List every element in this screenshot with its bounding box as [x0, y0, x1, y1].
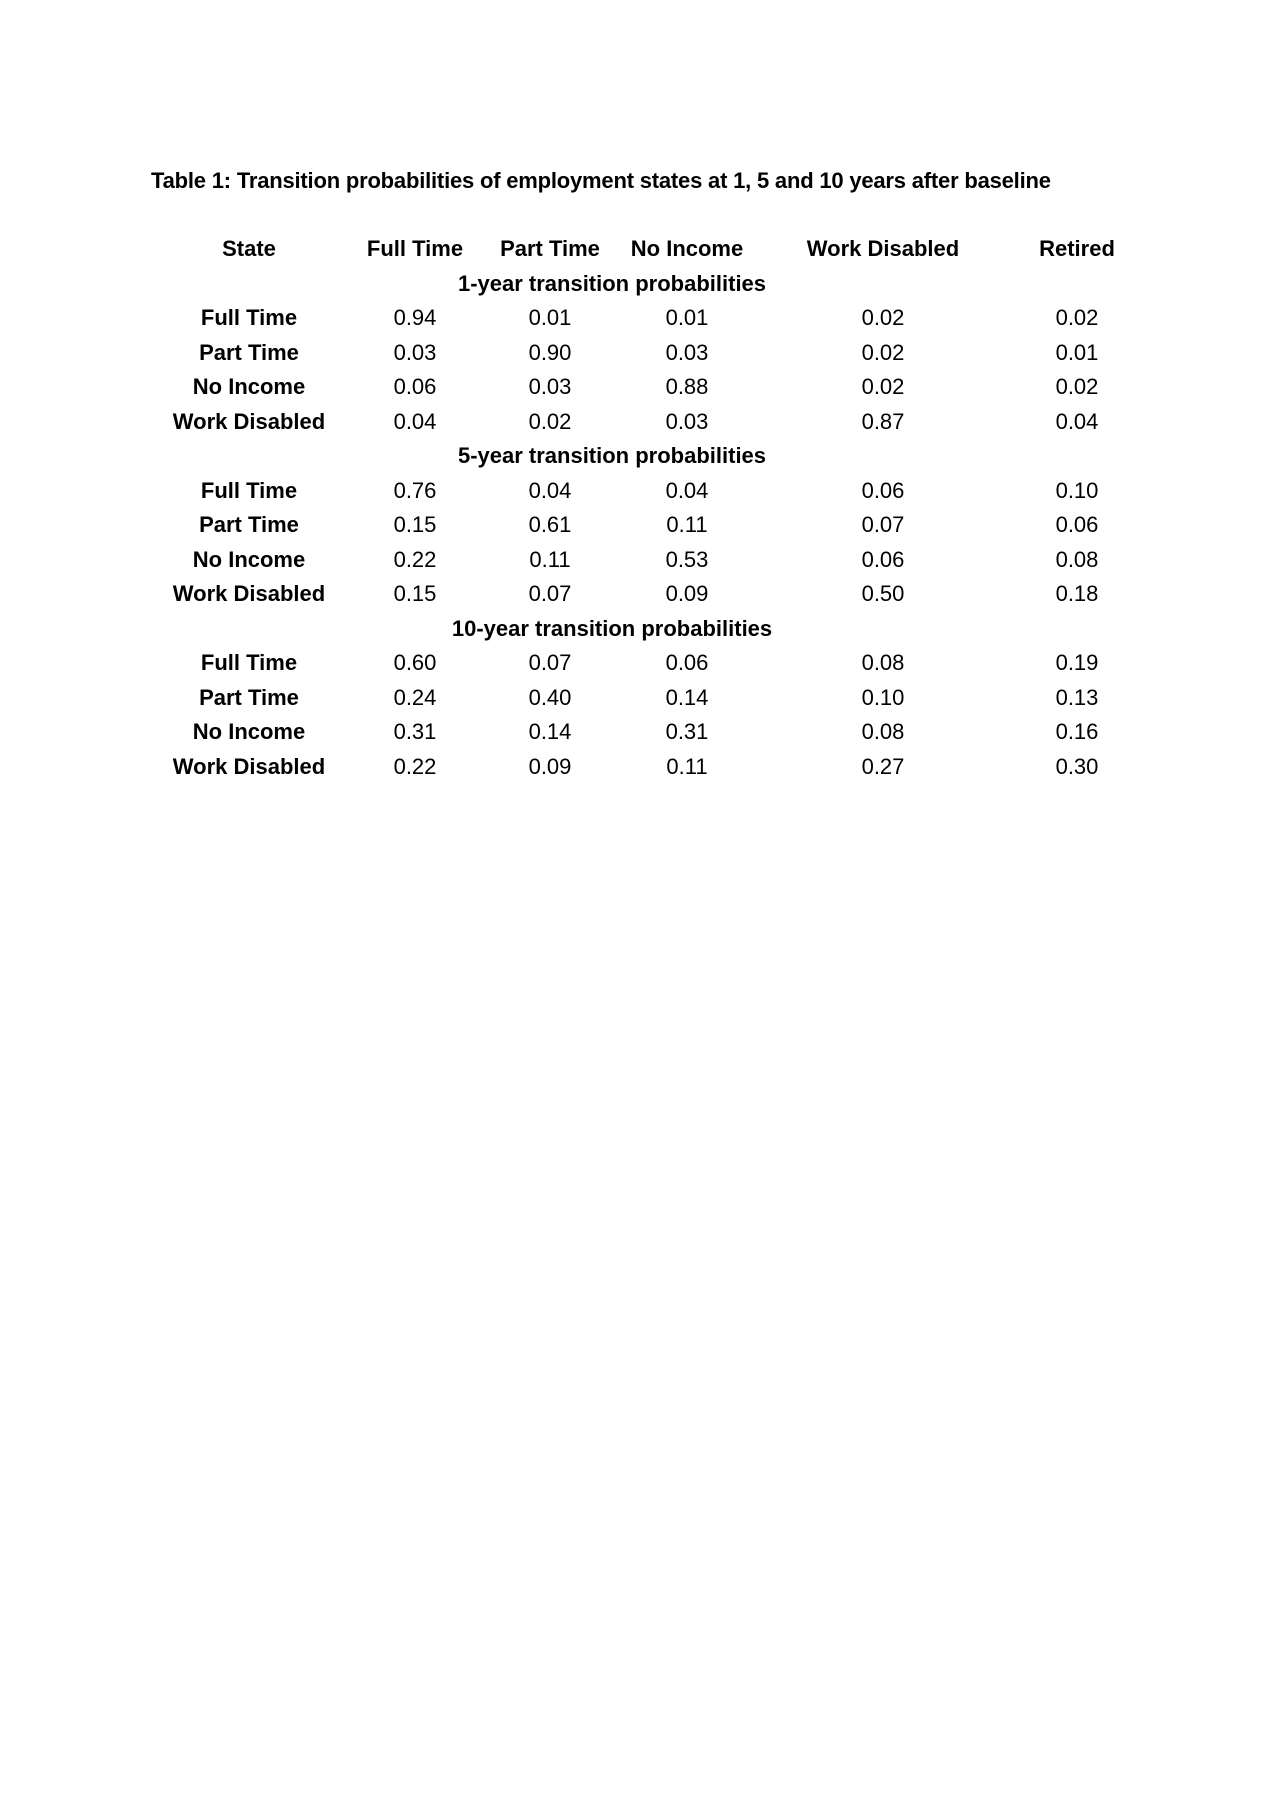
table-row	[155, 370, 1149, 405]
probability-cell: 0.01	[528, 305, 572, 331]
probability-cell: 0.07	[861, 512, 905, 538]
probability-cell: 0.08	[861, 719, 905, 745]
probability-cell: 0.02	[528, 408, 572, 434]
row-state-label: No Income	[192, 719, 306, 745]
section-title: 10-year transition probabilities	[451, 615, 773, 641]
section-row	[155, 612, 1149, 647]
row-state-label: No Income	[192, 374, 306, 400]
row-state-label: Part Time	[199, 684, 299, 710]
probability-cell: 0.02	[861, 374, 905, 400]
probability-cell: 0.11	[666, 753, 708, 779]
probability-cell: 0.10	[861, 684, 905, 710]
probability-cell: 0.03	[665, 339, 709, 365]
probability-cell: 0.08	[861, 650, 905, 676]
probability-cell: 0.90	[528, 339, 572, 365]
probability-cell: 0.13	[1055, 684, 1099, 710]
probability-cell: 0.31	[665, 719, 709, 745]
probability-cell: 0.06	[393, 374, 437, 400]
table-row	[155, 681, 1149, 716]
probability-cell: 0.04	[528, 477, 572, 503]
probability-cell: 0.07	[528, 581, 572, 607]
table-row	[155, 508, 1149, 543]
column-header-work-disabled: Work Disabled	[806, 236, 960, 262]
probability-cell: 0.04	[1055, 408, 1099, 434]
probability-cell: 0.22	[393, 753, 437, 779]
row-state-label: Full Time	[200, 477, 298, 503]
probability-cell: 0.03	[528, 374, 572, 400]
probability-cell: 0.09	[665, 581, 709, 607]
table-row	[155, 646, 1149, 681]
column-header-retired: Retired	[1039, 236, 1115, 262]
probability-cell: 0.14	[528, 719, 572, 745]
probability-cell: 0.06	[665, 650, 709, 676]
probability-cell: 0.06	[861, 546, 905, 572]
probability-cell: 0.08	[1055, 546, 1099, 572]
probability-cell: 0.24	[393, 684, 437, 710]
probability-cell: 0.01	[1055, 339, 1099, 365]
probability-cell: 0.04	[393, 408, 437, 434]
section-row	[155, 439, 1149, 474]
probability-cell: 0.40	[528, 684, 572, 710]
row-state-label: Full Time	[200, 305, 298, 331]
row-state-label: Work Disabled	[172, 753, 326, 779]
table-row	[155, 301, 1149, 336]
section-title: 5-year transition probabilities	[457, 443, 767, 469]
probability-cell: 0.11	[529, 546, 571, 572]
probability-cell: 0.09	[528, 753, 572, 779]
transition-probability-table	[155, 232, 1149, 784]
table-row	[155, 405, 1149, 440]
probability-cell: 0.31	[393, 719, 437, 745]
probability-cell: 0.50	[861, 581, 905, 607]
row-state-label: Work Disabled	[172, 408, 326, 434]
probability-cell: 0.87	[861, 408, 905, 434]
probability-cell: 0.94	[393, 305, 437, 331]
header-row	[155, 232, 1149, 267]
probability-cell: 0.11	[666, 512, 708, 538]
row-state-label: Full Time	[200, 650, 298, 676]
column-header-part-time: Part Time	[500, 236, 600, 262]
probability-cell: 0.03	[393, 339, 437, 365]
table-row	[155, 474, 1149, 509]
probability-cell: 0.06	[1055, 512, 1099, 538]
table-body	[155, 267, 1149, 785]
row-state-label: Part Time	[199, 512, 299, 538]
probability-cell: 0.02	[861, 305, 905, 331]
table-row	[155, 750, 1149, 785]
probability-cell: 0.30	[1055, 753, 1099, 779]
probability-cell: 0.14	[665, 684, 709, 710]
probability-cell: 0.07	[528, 650, 572, 676]
probability-cell: 0.04	[665, 477, 709, 503]
table-caption: Table 1: Transition probabilities of employment states at 1, 5 and 10 years after baseline	[151, 168, 1051, 193]
probability-cell: 0.03	[665, 408, 709, 434]
probability-cell: 0.88	[665, 374, 709, 400]
probability-cell: 0.61	[528, 512, 572, 538]
probability-cell: 0.22	[393, 546, 437, 572]
probability-cell: 0.76	[393, 477, 437, 503]
probability-cell: 0.15	[393, 512, 437, 538]
row-state-label: No Income	[192, 546, 306, 572]
probability-cell: 0.02	[1055, 305, 1099, 331]
table-row	[155, 543, 1149, 578]
row-state-label: Part Time	[199, 339, 299, 365]
column-header-full-time: Full Time	[366, 236, 464, 262]
probability-cell: 0.53	[665, 546, 709, 572]
section-title: 1-year transition probabilities	[457, 270, 767, 296]
column-header-state: State	[222, 236, 276, 262]
probability-cell: 0.60	[393, 650, 437, 676]
probability-cell: 0.27	[861, 753, 905, 779]
probability-cell: 0.06	[861, 477, 905, 503]
probability-cell: 0.18	[1055, 581, 1099, 607]
row-state-label: Work Disabled	[172, 581, 326, 607]
probability-cell: 0.15	[393, 581, 437, 607]
table-row	[155, 577, 1149, 612]
probability-cell: 0.16	[1055, 719, 1099, 745]
probability-cell: 0.19	[1055, 650, 1099, 676]
column-header-no-income: No Income	[630, 236, 744, 262]
probability-cell: 0.01	[665, 305, 709, 331]
table-row	[155, 715, 1149, 750]
table-row	[155, 336, 1149, 371]
probability-cell: 0.02	[861, 339, 905, 365]
probability-cell: 0.02	[1055, 374, 1099, 400]
section-row	[155, 267, 1149, 302]
probability-cell: 0.10	[1055, 477, 1099, 503]
